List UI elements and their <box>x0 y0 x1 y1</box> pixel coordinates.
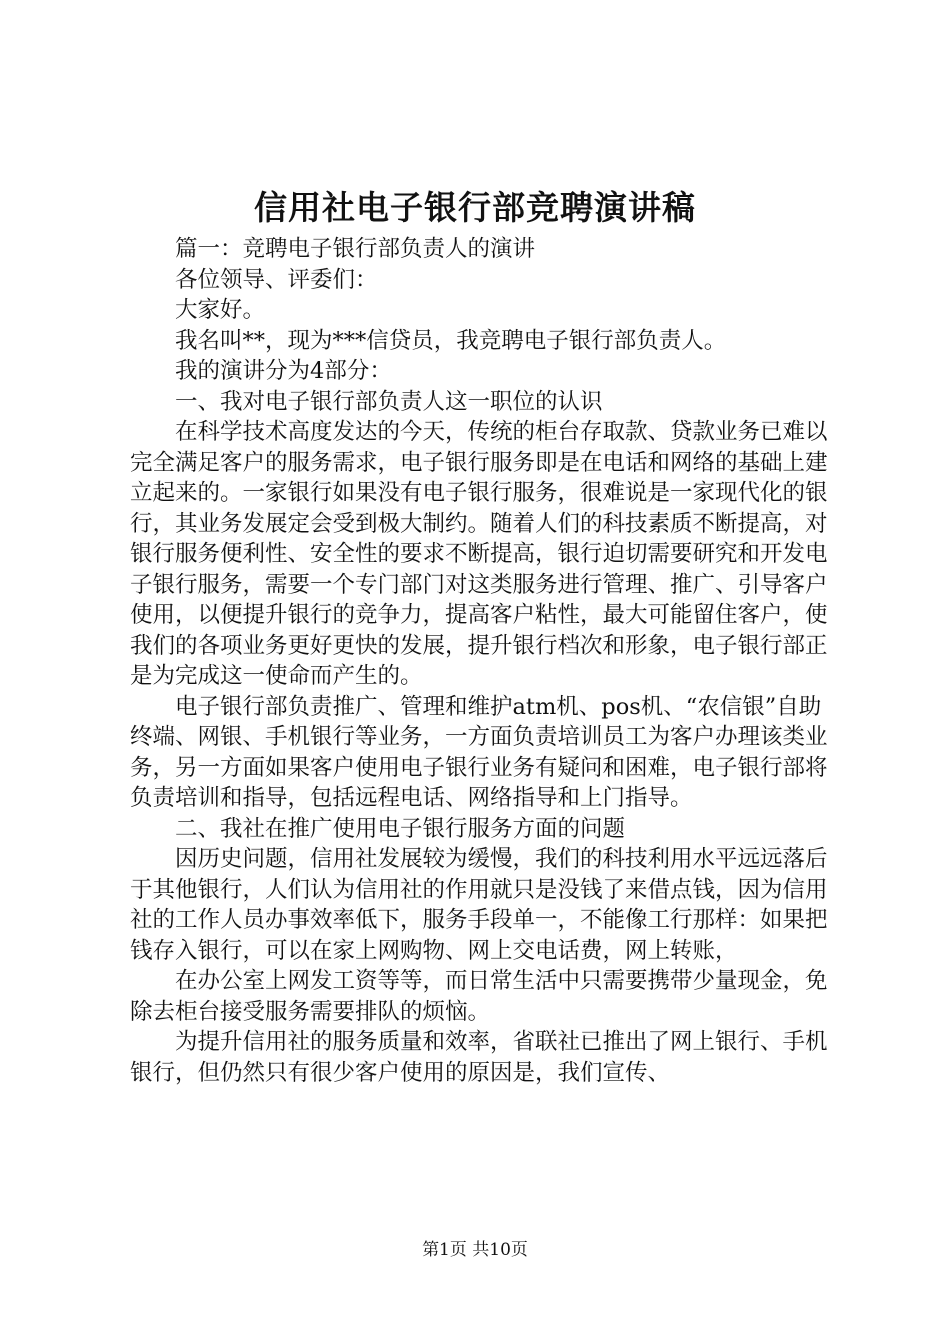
paragraph: 各位领导、评委们： <box>175 266 378 293</box>
paragraph: 因历史问题，信用社发展较为缓慢，我们的科技利用水平远远落后于其他银行，人们认为信用社的作用就只是没钱了来借点钱，因为信用社的工作人员办事效率低下，服务手段单一，不能像工行那样：如果把钱存入银行，可以在家上网购物、网上交电话费，网上转账， <box>130 846 828 964</box>
paragraph: 电子银行部负责推广、管理和维护atm机、pos机、“农信银”自助终端、网银、手机银行等业务，一方面负责培训员工为客户办理该类业务，另一方面如果客户使用电子银行业务有疑问和困难，电子银行部将负责培训和指导，包括远程电话、网络指导和上门指导。 <box>130 693 828 811</box>
paragraph: 我的演讲分为4部分： <box>175 358 392 384</box>
paragraph: 在办公室上网发工资等等，而日常生活中只需要携带少量现金，免除去柜台接受服务需要排队的烦恼。 <box>130 968 828 1025</box>
document-body <box>130 234 830 1088</box>
paragraph: 在科学技术高度发达的今天，传统的柜台存取款、贷款业务已难以完全满足客户的服务需求，电子银行服务即是在电话和网络的基础上建立起来的。一家银行如果没有电子银行服务，很难说是一家现代化的银行，其业务发展定会受到极大制约。随着人们的科技素质不断提高，对银行服务便利性、安全性的要求不断提高，银行迫切需要研究和开发电子银行服务，需要一个专门部门对这类服务进行管理、推广、引导客户使用，以便提升银行的竞争力，提高客户粘性，最大可能留住客户，使我们的各项业务更好更快的发展，提升银行档次和形象，电子银行部正是为完成这一使命而产生的。 <box>130 419 828 689</box>
paragraph: 篇一：竞聘电子银行部负责人的演讲 <box>175 236 536 262</box>
page-footer: 第1页 共10页 <box>422 1240 528 1260</box>
section-heading: 二、我社在推广使用电子银行服务方面的问题 <box>175 815 626 842</box>
document-title: 信用社电子银行部竞聘演讲稿 <box>254 188 696 227</box>
paragraph: 大家好。 <box>175 297 266 323</box>
section-heading: 一、我对电子银行部负责人这一职位的认识 <box>175 388 603 415</box>
paragraph: 我名叫**，现为***信贷员，我竞聘电子银行部负责人。 <box>175 327 727 354</box>
paragraph: 为提升信用社的服务质量和效率，省联社已推出了网上银行、手机银行，但仍然只有很少客户使用的原因是，我们宣传、 <box>130 1029 828 1086</box>
